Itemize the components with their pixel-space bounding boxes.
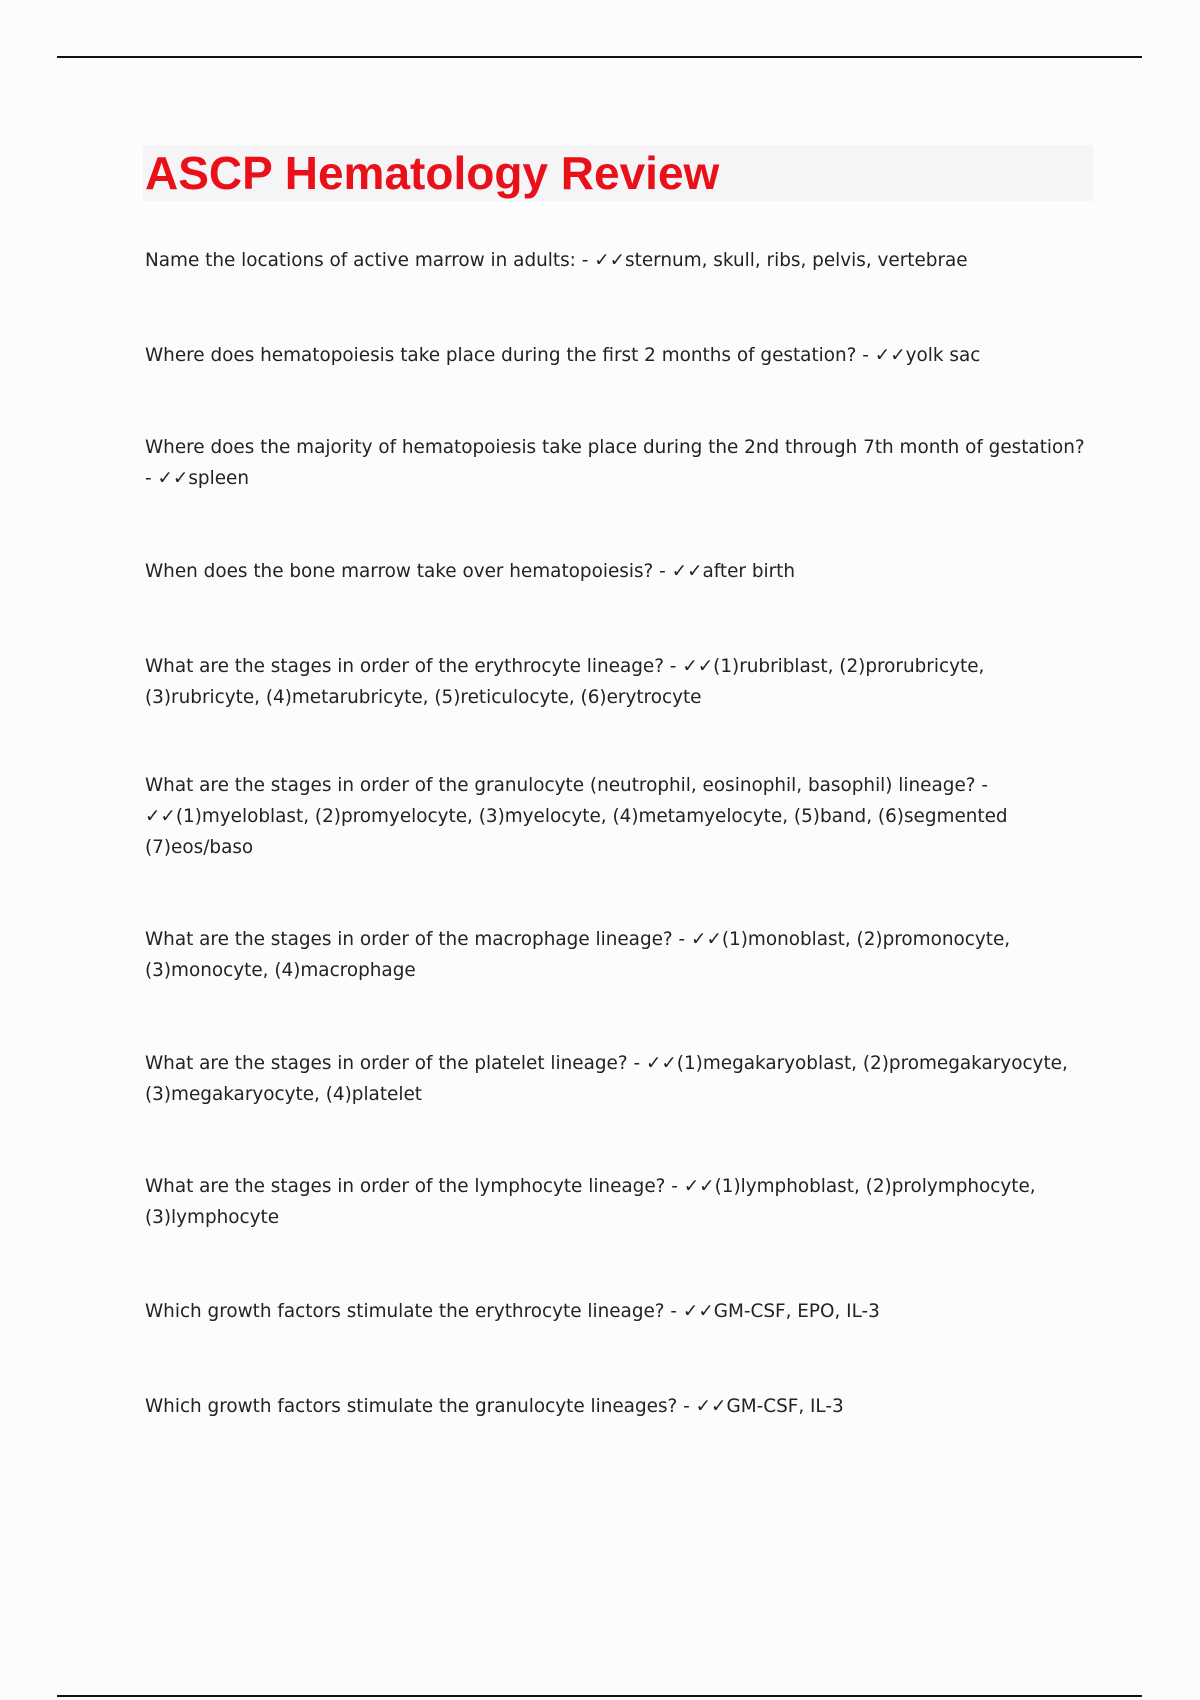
qa-item [145, 1048, 1085, 1110]
answer: sternum, skull, ribs, pelvis, vertebrae [625, 250, 968, 271]
qa-item [145, 1391, 1085, 1422]
top-rule [57, 56, 1142, 58]
qa-item [145, 924, 1085, 986]
answer: (1)monoblast, (2)promonocyte, (3)monocyte, (4)macrophage [145, 929, 1011, 981]
answer: (1)myeloblast, (2)promyelocyte, (3)myelocyte, (4)metamyelocyte, (5)band, (6)segmented (7)eos/baso [145, 806, 1008, 858]
question: What are the stages in order of the lymphocyte lineage? - [145, 1176, 678, 1197]
qa-item [145, 556, 1085, 587]
check-icon: ✓✓ [683, 1176, 715, 1197]
answer: after birth [702, 561, 796, 582]
question: What are the stages in order of the erythrocyte lineage? - [145, 656, 677, 677]
answer: spleen [188, 468, 249, 489]
answer: GM-CSF, IL-3 [726, 1396, 844, 1417]
qa-item [145, 432, 1085, 494]
qa-item [145, 1296, 1085, 1327]
check-icon: ✓✓ [157, 468, 189, 489]
answer: (1)megakaryoblast, (2)promegakaryocyte, (3)megakaryocyte, (4)platelet [145, 1053, 1068, 1105]
check-icon: ✓✓ [671, 561, 703, 582]
question: Where does hematopoiesis take place during the first 2 months of gestation? - [145, 345, 869, 366]
qa-item [145, 245, 1085, 276]
check-icon: ✓✓ [682, 1301, 714, 1322]
question: Which growth factors stimulate the erythrocyte lineage? - [145, 1301, 678, 1322]
answer: (1)lymphoblast, (2)prolymphocyte, (3)lymphocyte [145, 1176, 1036, 1228]
page-title: ASCP Hematology Review [145, 147, 720, 199]
question: Where does the majority of hematopoiesis take place during the 2nd through 7th month of gestation? - [145, 437, 1085, 489]
question: Which growth factors stimulate the granulocyte lineages? - [145, 1396, 690, 1417]
check-icon: ✓✓ [145, 806, 176, 827]
check-icon: ✓✓ [645, 1053, 677, 1074]
qa-item [145, 770, 1085, 863]
answer: yolk sac [905, 345, 981, 366]
question: What are the stages in order of the platelet lineage? - [145, 1053, 641, 1074]
question: Name the locations of active marrow in adults: - [145, 250, 589, 271]
check-icon: ✓✓ [594, 250, 626, 271]
question: When does the bone marrow take over hematopoiesis? - [145, 561, 666, 582]
question: What are the stages in order of the macrophage lineage? - [145, 929, 686, 950]
bottom-rule [57, 1695, 1142, 1697]
qa-item [145, 651, 1085, 713]
qa-item [145, 1171, 1085, 1233]
check-icon: ✓✓ [695, 1396, 727, 1417]
check-icon: ✓✓ [682, 656, 714, 677]
qa-item [145, 340, 1085, 371]
answer: (1)rubriblast, (2)prorubricyte, (3)rubricyte, (4)metarubricyte, (5)reticulocyte, (6)erytrocyte [145, 656, 985, 708]
check-icon: ✓✓ [874, 345, 906, 366]
answer: GM-CSF, EPO, IL-3 [713, 1301, 880, 1322]
check-icon: ✓✓ [691, 929, 722, 950]
question: What are the stages in order of the granulocyte (neutrophil, eosinophil, basophil) lineage? - [145, 775, 988, 796]
